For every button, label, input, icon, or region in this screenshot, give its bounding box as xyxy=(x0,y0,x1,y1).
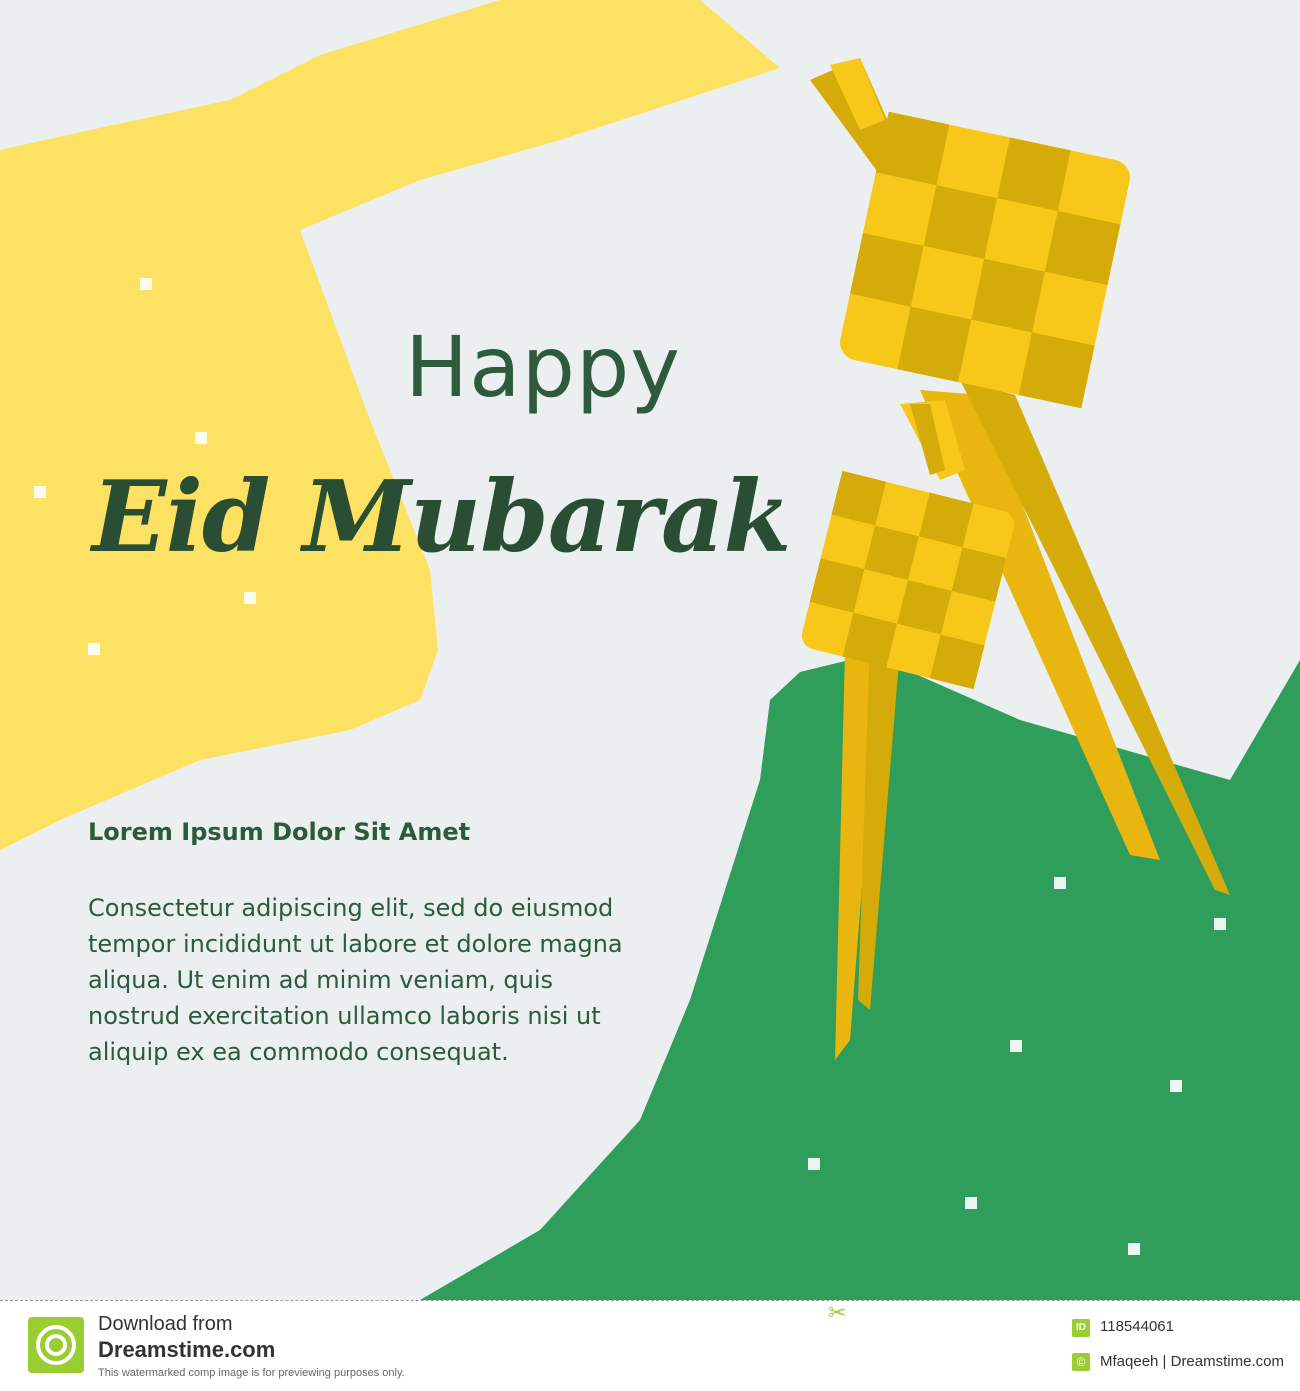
copyright-icon: © xyxy=(1072,1353,1090,1371)
body-paragraph xyxy=(88,890,678,1070)
body-line: tempor incididunt ut labore et dolore magna xyxy=(88,930,623,958)
greeting-happy: Happy xyxy=(405,318,681,416)
body-line: Consectetur adipiscing elit, sed do eiusmod xyxy=(88,894,614,922)
id-badge: ID xyxy=(1072,1319,1090,1337)
watermark-note: This watermarked comp image is for previewing purposes only. xyxy=(98,1367,405,1379)
body-line: aliquip ex ea commodo consequat. xyxy=(88,1038,509,1066)
subheading: Lorem Ipsum Dolor Sit Amet xyxy=(88,818,471,846)
image-id: 118544061 xyxy=(1100,1318,1174,1335)
dreamstime-link[interactable]: Dreamstime.com xyxy=(98,1337,276,1362)
yellow-shape xyxy=(0,0,780,850)
watermark-footer xyxy=(0,1300,1300,1391)
greeting-eid-mubarak: Eid Mubarak xyxy=(92,460,791,575)
scissors-icon: ✂ xyxy=(828,1301,847,1326)
dreamstime-logo-icon xyxy=(28,1317,84,1373)
body-line: aliqua. Ut enim ad minim veniam, quis xyxy=(88,966,554,994)
body-line: nostrud exercitation ullamco laboris nisi ut xyxy=(88,1002,601,1030)
download-from-label: Download from xyxy=(98,1313,233,1335)
copyright-text: Mfaqeeh | Dreamstime.com xyxy=(1100,1353,1284,1370)
